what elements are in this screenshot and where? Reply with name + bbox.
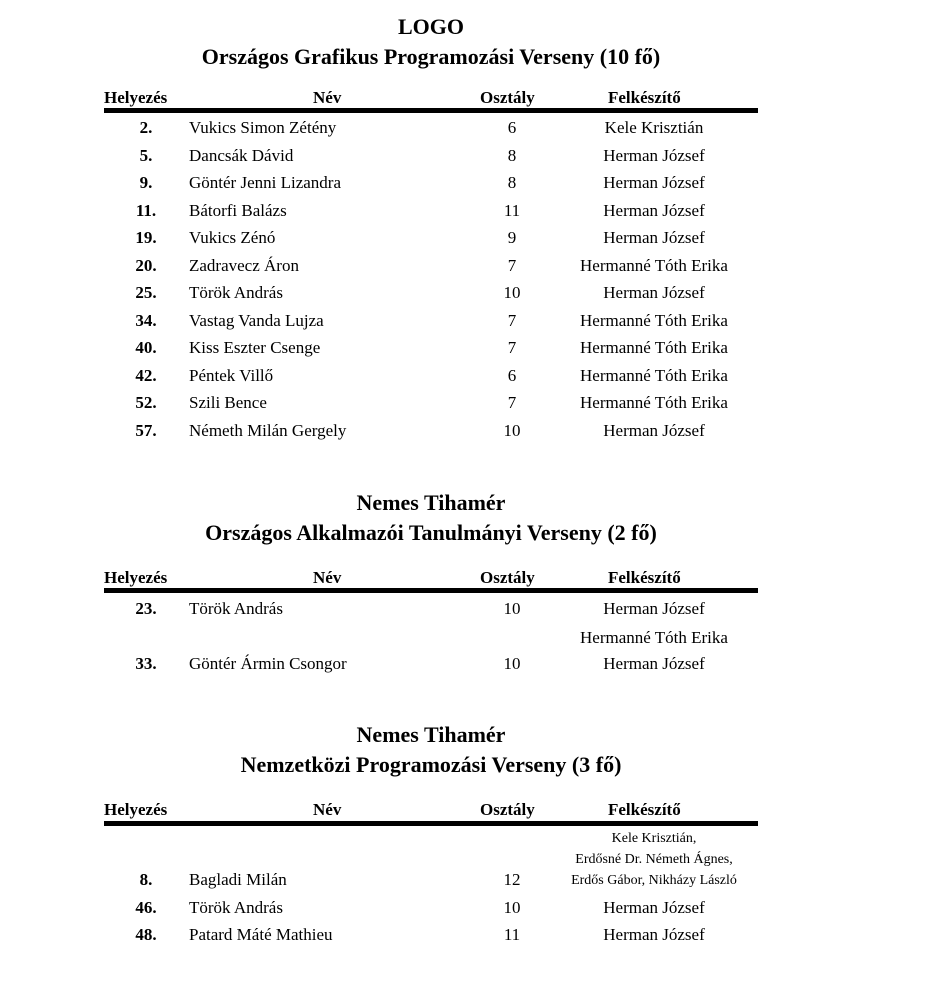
header-class: Osztály xyxy=(480,568,535,587)
name-cell: Kiss Eszter Csenge xyxy=(189,338,321,357)
header-rank: Helyezés xyxy=(104,568,168,587)
class-cell: 10 xyxy=(503,421,521,440)
class-cell: 12 xyxy=(503,870,521,889)
class-cell: 10 xyxy=(503,898,521,917)
name-cell: Szili Bence xyxy=(189,393,267,412)
rank-cell: 52. xyxy=(135,393,157,412)
header-name: Név xyxy=(313,800,342,819)
name-cell: Török András xyxy=(189,283,283,302)
name-cell: Dancsák Dávid xyxy=(189,146,294,165)
header-name: Név xyxy=(313,568,342,587)
rank-cell: 25. xyxy=(135,283,157,302)
class-cell: 6 xyxy=(507,118,517,137)
section-3-subtitle: Nemes Tihamér xyxy=(356,722,506,747)
rank-cell: 42. xyxy=(135,366,157,385)
prep-cell: Herman József xyxy=(603,925,705,944)
class-cell: 10 xyxy=(503,654,521,673)
prep-cell: Herman József xyxy=(603,173,705,192)
header-rank: Helyezés xyxy=(104,800,168,819)
prep-cell: Erdős Gábor, Nikházy László xyxy=(571,873,737,888)
logo-text: LOGO xyxy=(397,14,464,39)
name-cell: Bagladi Milán xyxy=(189,870,287,889)
name-cell: Göntér Ármin Csongor xyxy=(189,654,347,673)
prep-cell: Herman József xyxy=(603,898,705,917)
prep-cell: Herman József xyxy=(603,283,705,302)
name-cell: Török András xyxy=(189,898,283,917)
section-2-title: Országos Alkalmazói Tanulmányi Verseny (2 fő) xyxy=(205,520,657,545)
class-cell: 11 xyxy=(503,201,521,220)
header-prep: Felkészítő xyxy=(608,568,681,587)
header-rule xyxy=(104,588,758,593)
rank-cell: 48. xyxy=(135,925,157,944)
prep-cell: Hermanné Tóth Erika xyxy=(580,366,728,385)
section-3-title: Nemzetközi Programozási Verseny (3 fő) xyxy=(240,752,622,777)
name-cell: Vukics Simon Zétény xyxy=(189,118,337,137)
rank-cell: 5. xyxy=(139,146,153,165)
class-cell: 9 xyxy=(507,228,517,247)
prep-cell: Kele Krisztián xyxy=(604,118,704,137)
rank-cell: 19. xyxy=(135,228,157,247)
class-cell: 7 xyxy=(507,338,517,357)
section-2-subtitle: Nemes Tihamér xyxy=(356,490,506,515)
prep-cell: Herman József xyxy=(603,654,705,673)
name-cell: Göntér Jenni Lizandra xyxy=(189,173,341,192)
header-class: Osztály xyxy=(480,88,535,107)
prep-cell: Herman József xyxy=(603,421,705,440)
header-rank: Helyezés xyxy=(104,88,168,107)
prep-cell: Herman József xyxy=(603,599,705,618)
prep-cell: Hermanné Tóth Erika xyxy=(580,338,728,357)
name-cell: Vastag Vanda Lujza xyxy=(189,311,324,330)
name-cell: Péntek Villő xyxy=(189,366,274,385)
rank-cell: 23. xyxy=(135,599,157,618)
rank-cell: 20. xyxy=(135,256,157,275)
class-cell: 6 xyxy=(507,366,517,385)
class-cell: 7 xyxy=(507,311,517,330)
name-cell: Németh Milán Gergely xyxy=(189,421,347,440)
rank-cell: 2. xyxy=(139,118,153,137)
rank-cell: 8. xyxy=(139,870,153,889)
rank-cell: 46. xyxy=(135,898,157,917)
header-prep: Felkészítő xyxy=(608,88,681,107)
header-rule xyxy=(104,821,758,826)
class-cell: 7 xyxy=(507,256,517,275)
prep-cell: Erdősné Dr. Németh Ágnes, xyxy=(575,852,733,867)
prep-cell: Hermanné Tóth Erika xyxy=(580,311,728,330)
class-cell: 8 xyxy=(507,146,517,165)
name-cell: Bátorfi Balázs xyxy=(189,201,287,220)
name-cell: Török András xyxy=(189,599,283,618)
rank-cell: 9. xyxy=(139,173,153,192)
name-cell: Vukics Zénó xyxy=(189,228,276,247)
section-1-title: Országos Grafikus Programozási Verseny (10 fő) xyxy=(201,44,661,69)
prep-cell: Hermanné Tóth Erika xyxy=(580,393,728,412)
rank-cell: 11. xyxy=(135,201,157,220)
prep-cell: Kele Krisztián, xyxy=(611,831,697,846)
header-prep: Felkészítő xyxy=(608,800,681,819)
header-name: Név xyxy=(313,88,342,107)
prep-cell: Herman József xyxy=(603,146,705,165)
rank-cell: 40. xyxy=(135,338,157,357)
rank-cell: 33. xyxy=(135,654,157,673)
prep-cell: Hermanné Tóth Erika xyxy=(580,628,728,647)
class-cell: 10 xyxy=(503,283,521,302)
header-rule xyxy=(104,108,758,113)
header-class: Osztály xyxy=(480,800,535,819)
prep-cell: Herman József xyxy=(603,201,705,220)
class-cell: 11 xyxy=(503,925,521,944)
prep-cell: Herman József xyxy=(603,228,705,247)
name-cell: Zadravecz Áron xyxy=(189,256,299,275)
name-cell: Patard Máté Mathieu xyxy=(189,925,333,944)
class-cell: 8 xyxy=(507,173,517,192)
rank-cell: 34. xyxy=(135,311,157,330)
rank-cell: 57. xyxy=(135,421,157,440)
class-cell: 10 xyxy=(503,599,521,618)
class-cell: 7 xyxy=(507,393,517,412)
prep-cell: Hermanné Tóth Erika xyxy=(580,256,728,275)
